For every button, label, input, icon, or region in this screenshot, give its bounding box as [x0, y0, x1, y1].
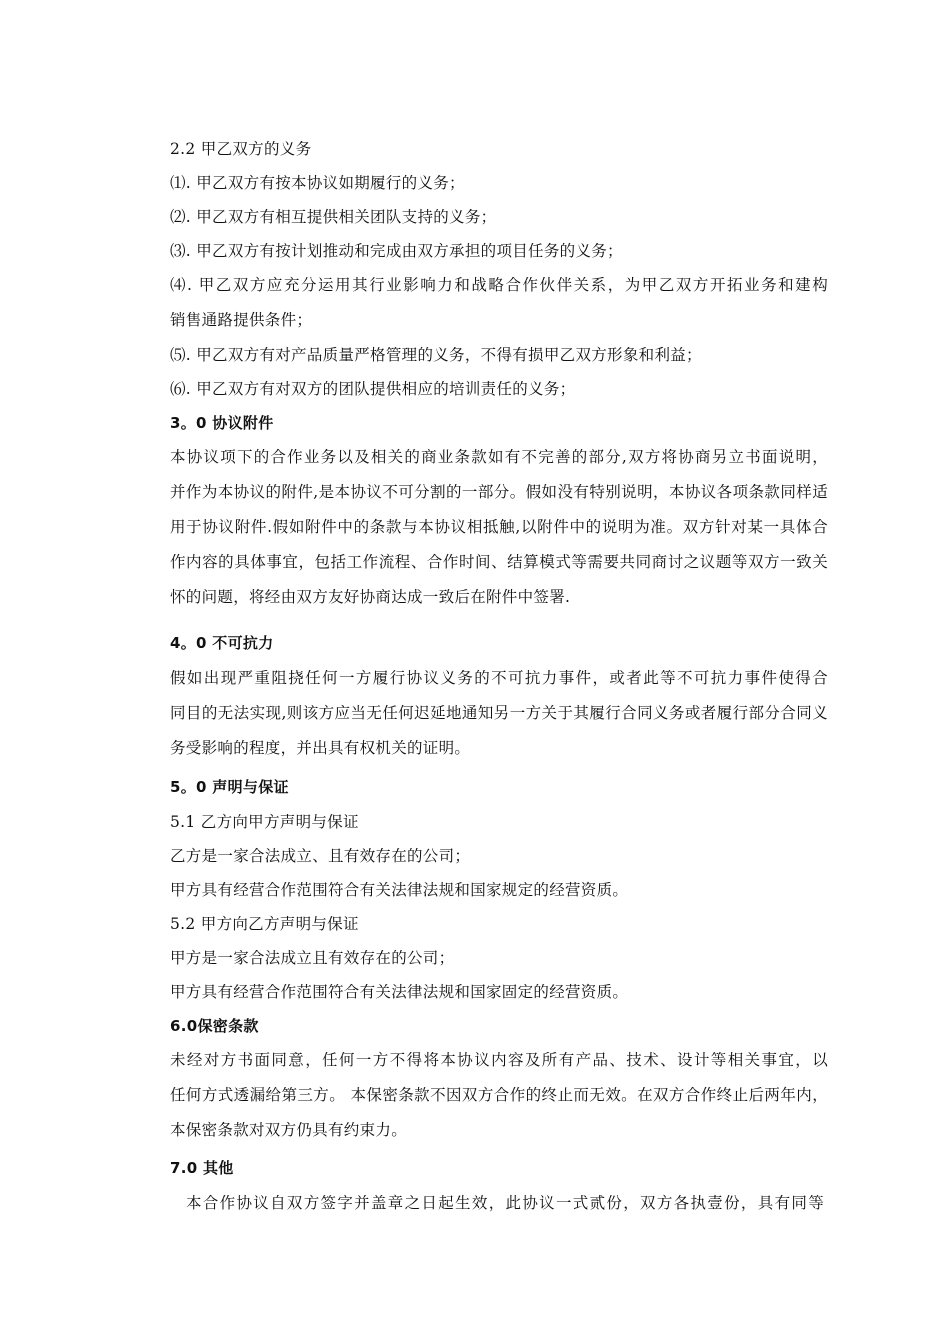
section-4-line-2: 同目的无法实现,则该方应当无任何迟延地通知另一方关于其履行合同义务或者履行部分合同义 [170, 704, 828, 722]
section-6-heading: 6.0保密条款 [170, 1017, 259, 1035]
section-6-line-2: 任何方式透漏给第三方。 本保密条款不因双方合作的终止而无效。在双方合作终止后两年内， [170, 1086, 828, 1104]
obligation-item-2: ⑵. 甲乙双方有相互提供相关团队支持的义务； [170, 208, 497, 226]
section-3-line-3: 用于协议附件.假如附件中的条款与本协议相抵触,以附件中的说明为准。双方针对某一具体合 [170, 518, 828, 536]
section-4-line-3: 务受影响的程度，并出具有权机关的证明。 [170, 739, 471, 757]
section-3-heading: 3。0 协议附件 [170, 414, 274, 432]
section-3-line-4: 作内容的具体事宜，包括工作流程、合作时间、结算模式等需要共同商讨之议题等双方一致关 [170, 553, 828, 571]
section-6-line-1: 未经对方书面同意，任何一方不得将本协议内容及所有产品、技术、设计等相关事宜，以 [170, 1051, 828, 1069]
section-5-1-item-1: 乙方是一家合法成立、且有效存在的公司； [170, 847, 471, 865]
section-2-2-title: 2.2 甲乙双方的义务 [170, 140, 312, 158]
section-3-line-5: 怀的问题，将经由双方友好协商达成一致后在附件中签署. [170, 588, 571, 606]
section-5-1-title: 5.1 乙方向甲方声明与保证 [170, 813, 359, 831]
section-3-line-1: 本协议项下的合作业务以及相关的商业条款如有不完善的部分,双方将协商另立书面说明， [170, 448, 828, 466]
section-6-line-3: 本保密条款对双方仍具有约束力。 [170, 1121, 408, 1139]
obligation-item-1: ⑴. 甲乙双方有按本协议如期履行的义务； [170, 174, 465, 192]
obligation-item-4-line-2: 销售通路提供条件； [170, 311, 313, 329]
section-4-line-1: 假如出现严重阻挠任何一方履行协议义务的不可抗力事件，或者此等不可抗力事件使得合 [170, 669, 828, 687]
obligation-item-4-line-1: ⑷. 甲乙双方应充分运用其行业影响力和战略合作伙伴关系，为甲乙双方开拓业务和建构 [170, 276, 828, 294]
section-5-2-item-2: 甲方具有经营合作范围符合有关法律法规和国家固定的经营资质。 [170, 983, 629, 1001]
section-5-1-item-2: 甲方具有经营合作范围符合有关法律法规和国家规定的经营资质。 [170, 881, 629, 899]
section-5-2-item-1: 甲方是一家合法成立且有效存在的公司； [170, 949, 455, 967]
obligation-item-3: ⑶. 甲乙双方有按计划推动和完成由双方承担的项目任务的义务； [170, 242, 623, 260]
section-5-2-title: 5.2 甲方向乙方声明与保证 [170, 915, 359, 933]
obligation-item-6: ⑹. 甲乙双方有对双方的团队提供相应的培训责任的义务； [170, 380, 576, 398]
section-4-heading: 4。0 不可抗力 [170, 634, 274, 652]
section-7-line-1: 本合作协议自双方签字并盖章之日起生效，此协议一式贰份，双方各执壹份，具有同等 [186, 1194, 824, 1212]
section-5-heading: 5。0 声明与保证 [170, 778, 289, 796]
section-7-heading: 7.0 其他 [170, 1159, 234, 1177]
section-3-line-2: 并作为本协议的附件,是本协议不可分割的一部分。假如没有特别说明，本协议各项条款同样适 [170, 483, 828, 501]
obligation-item-5: ⑸. 甲乙双方有对产品质量严格管理的义务，不得有损甲乙双方形象和利益； [170, 346, 702, 364]
